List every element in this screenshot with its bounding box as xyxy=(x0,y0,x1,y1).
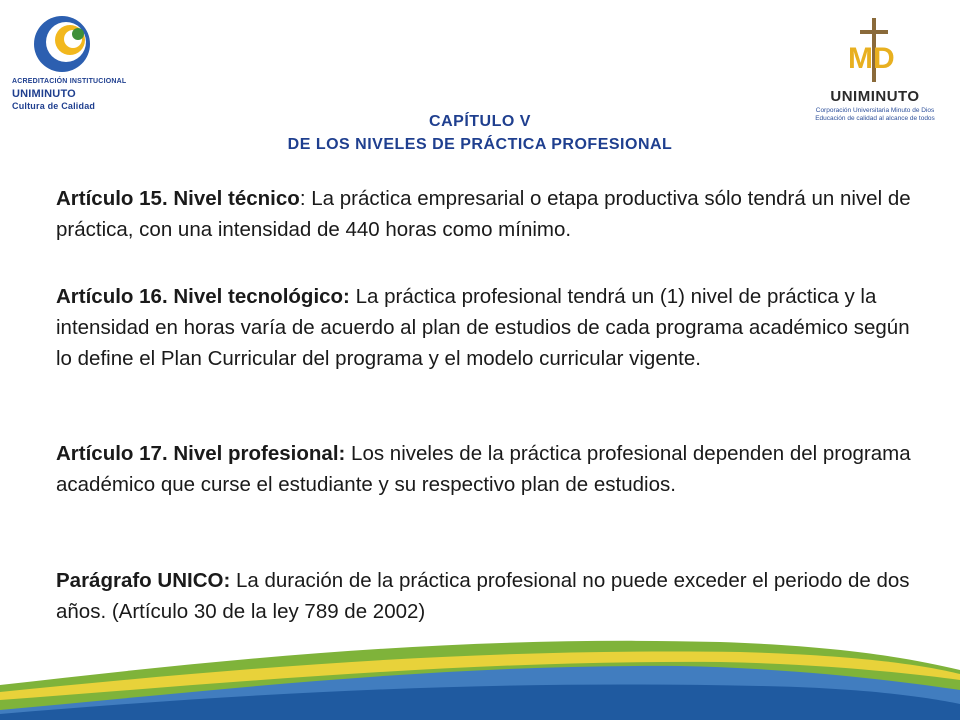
uniminuto-tagline-2: Educación de calidad al alcance de todos xyxy=(815,115,935,122)
article-17-body: Los niveles de la práctica profesional dependen del programa académico que curse el estudiante y su respectivo plan de estudios. xyxy=(56,442,911,496)
uniminuto-brand: UNIMINUTO xyxy=(830,88,920,105)
accreditation-emblem-icon xyxy=(26,12,102,76)
article-17 xyxy=(56,438,916,500)
article-15-separator: : xyxy=(299,187,312,210)
paragrafo-unico-body: La duración de la práctica profesional no puede exceder el periodo de dos años. (Artículo 30 de la ley 789 de 2002) xyxy=(56,569,910,623)
uniminuto-tagline-1: Corporación Universitaria Minuto de Dios xyxy=(815,107,935,114)
article-16-body: La práctica profesional tendrá un (1) nivel de práctica y la intensidad en horas varía de acuerdo al plan de estudios de cada programa académico según lo define el Plan Curricular del programa y el modelo curricular vigente. xyxy=(56,285,910,370)
article-16 xyxy=(56,281,916,374)
article-15-heading: Artículo 15. Nivel técnico xyxy=(56,187,300,210)
paragrafo-unico-heading: Parágrafo UNICO: xyxy=(56,569,231,592)
chapter-subtitle: DE LOS NIVELES DE PRÁCTICA PROFESIONAL xyxy=(287,136,673,153)
article-16-heading: Artículo 16. Nivel tecnológico: xyxy=(56,285,350,308)
paragrafo-unico xyxy=(56,565,916,627)
accreditation-caption: ACREDITACIÓN INSTITUCIONAL xyxy=(12,78,127,85)
article-15 xyxy=(56,183,916,245)
chapter-title: CAPÍTULO V xyxy=(429,113,531,130)
accreditation-brand: UNIMINUTO xyxy=(12,88,76,100)
accreditation-logo xyxy=(8,12,127,112)
footer-wave-decoration xyxy=(0,630,960,720)
article-17-heading: Artículo 17. Nivel profesional: xyxy=(56,442,346,465)
accreditation-slogan: Cultura de Calidad xyxy=(12,101,96,111)
uniminuto-logo xyxy=(800,16,950,126)
article-15-body: La práctica empresarial o etapa productiva sólo tendrá un nivel de práctica, con una intensidad de 440 horas como mínimo. xyxy=(56,187,911,241)
md-cross-icon xyxy=(840,16,910,86)
md-mark: MD xyxy=(848,42,895,75)
